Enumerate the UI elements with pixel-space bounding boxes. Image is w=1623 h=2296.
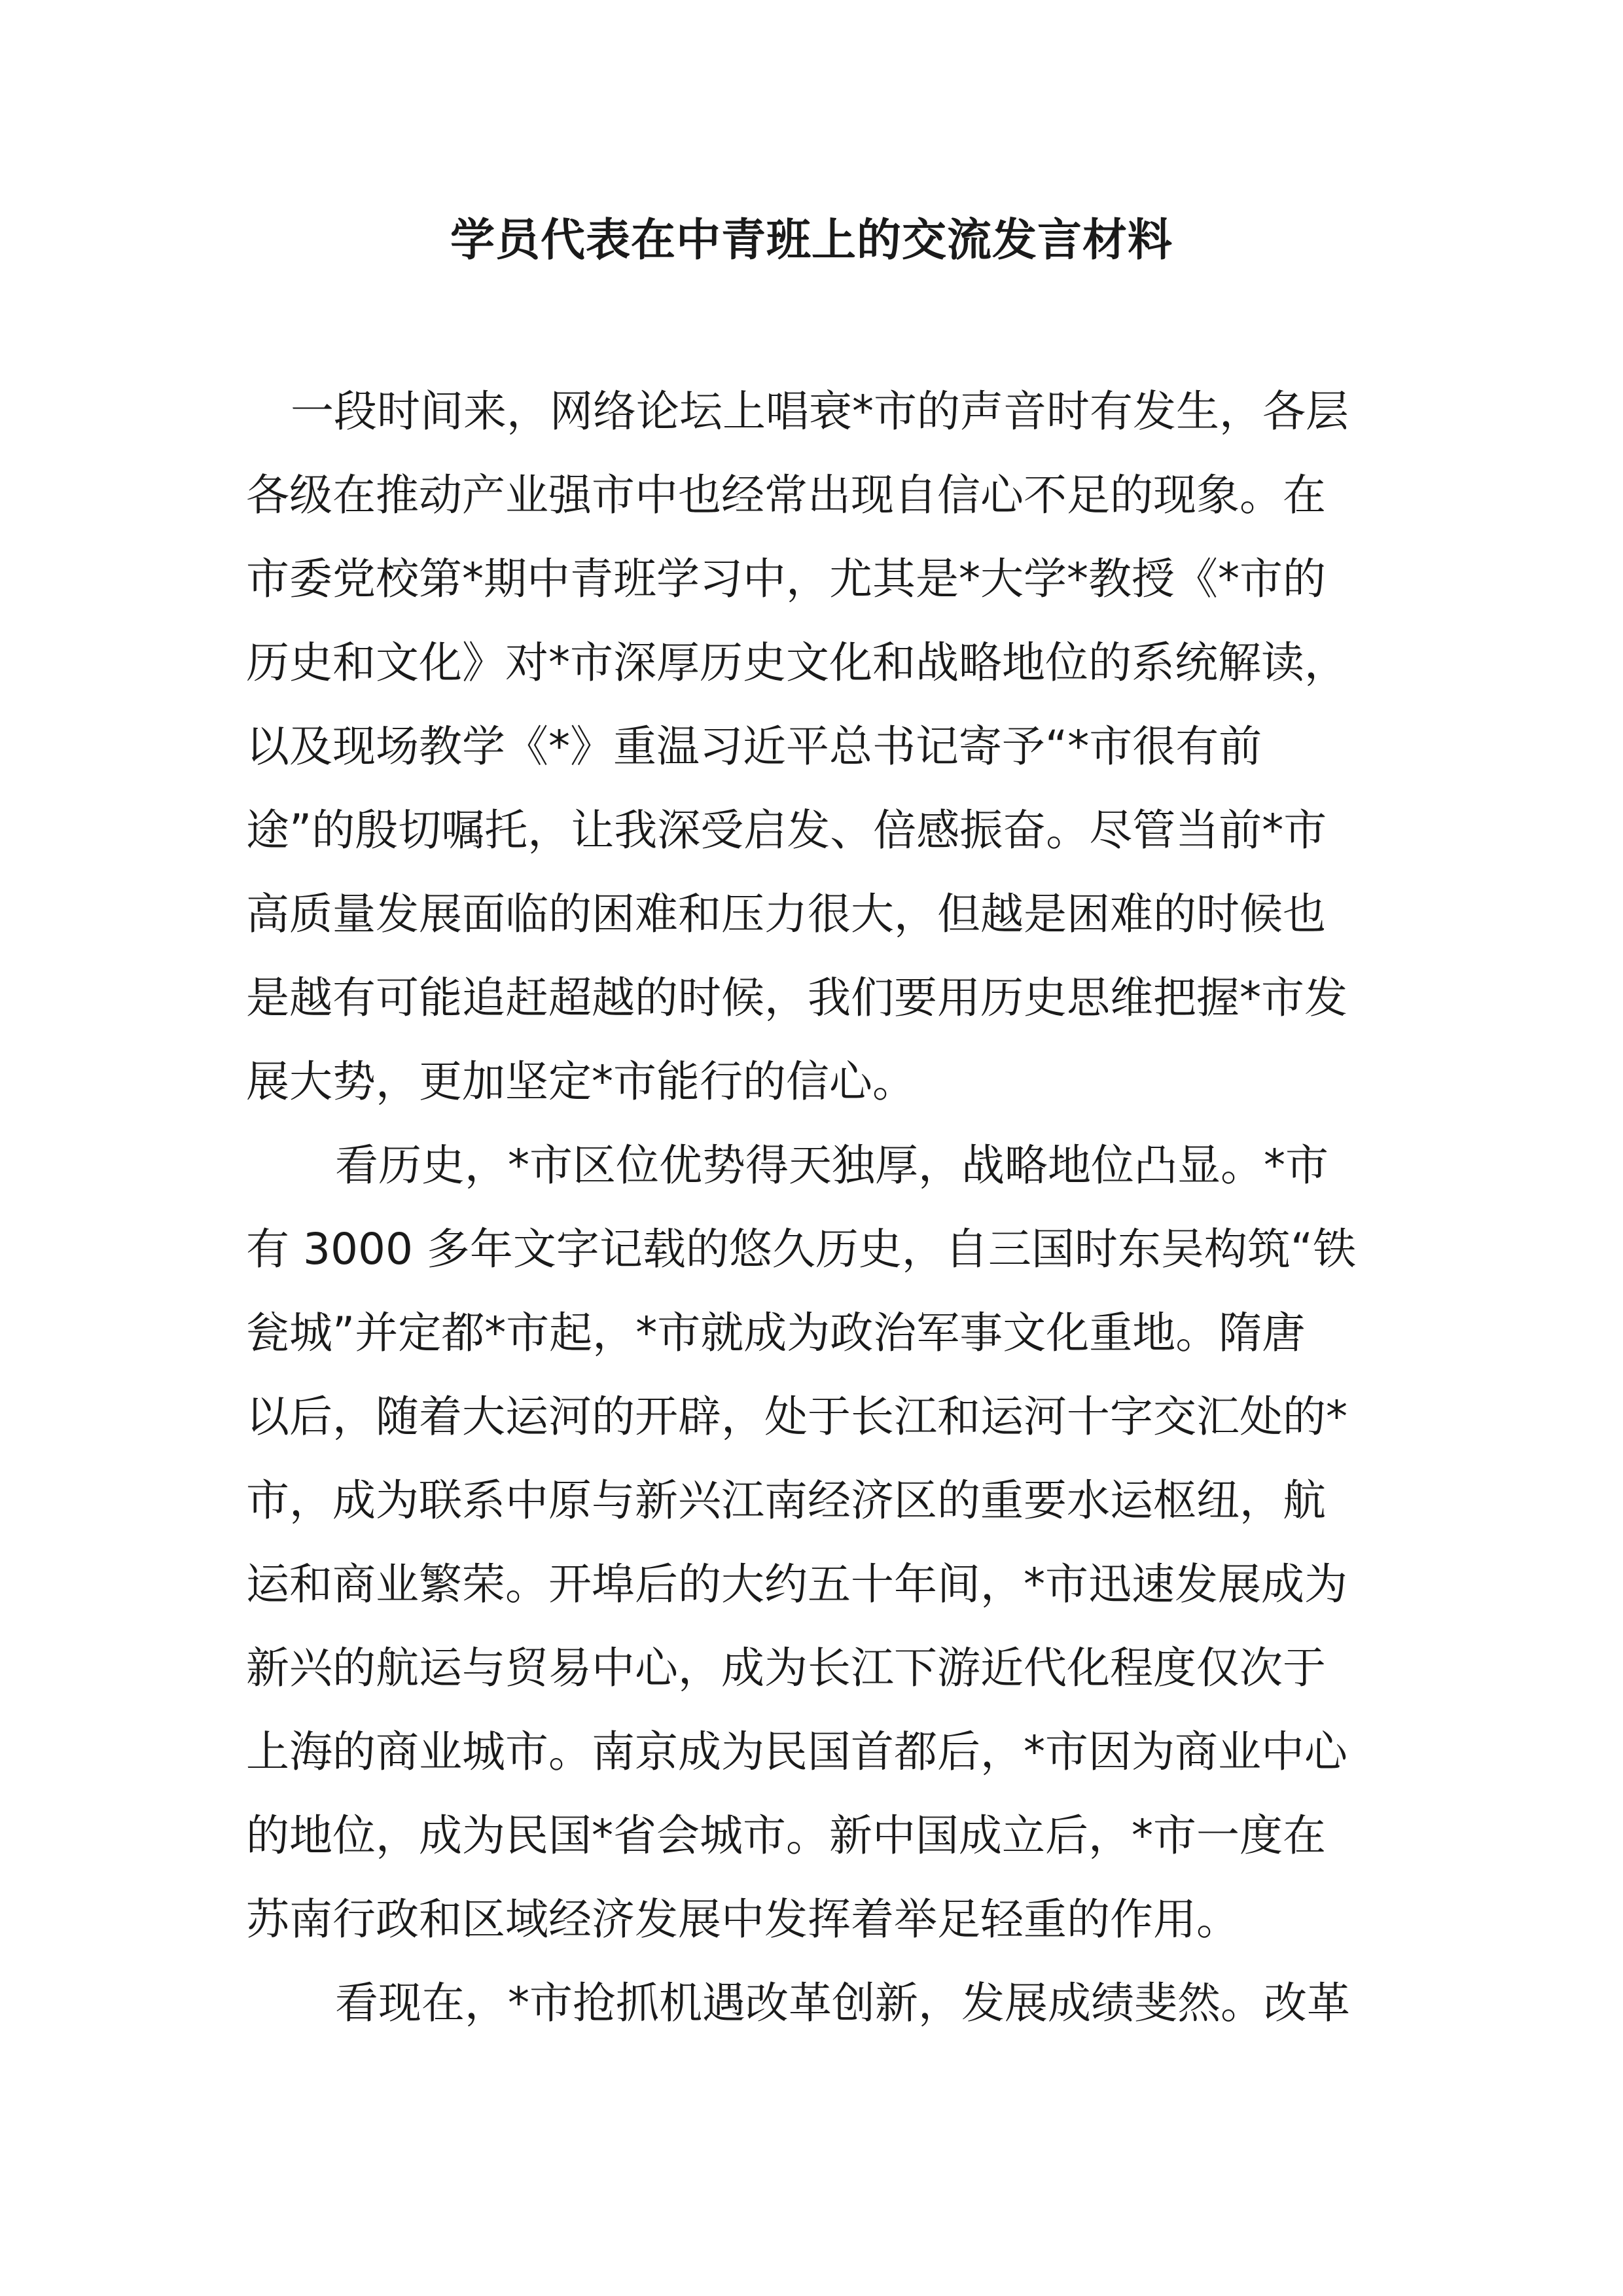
paragraph-line: 市委党校第*期中青班学习中，尤其是*大学*教授《*市的 [246,554,1326,604]
document-title: 学员代表在中青班上的交流发言材料 [450,215,1173,266]
paragraph-line: 新兴的航运与贸易中心，成为长江下游近代化程度仅次于 [246,1643,1326,1693]
paragraph-line: 历史和文化》对*市深厚历史文化和战略地位的系统解读， [246,637,1347,688]
paragraph-line: 苏南行政和区域经济发展中发挥着举足轻重的作用。 [246,1894,1240,1945]
paragraph-line: 展大势，更加坚定*市能行的信心。 [246,1056,916,1107]
paragraph-line: 上海的商业城市。南京成为民国首都后，*市因为商业中心 [246,1727,1347,1777]
paragraph-line: 看历史，*市区位优势得天独厚，战略地位凸显。*市 [335,1140,1329,1191]
paragraph-line: 是越有可能追赶超越的时候，我们要用历史思维把握*市发 [246,973,1347,1023]
paragraph-line: 途”的殷切嘱托，让我深受启发、倍感振奋。尽管当前*市 [246,805,1327,855]
paragraph-line: 运和商业繁荣。开埠后的大约五十年间，*市迅速发展成为 [246,1559,1347,1609]
paragraph-line: 高质量发展面临的困难和压力很大，但越是困难的时候也 [246,889,1326,939]
paragraph-line: 一段时间来，网络论坛上唱衰*市的声音时有发生，各层 [291,386,1349,437]
paragraph-line: 有 3000 多年文字记载的悠久历史，自三国时东吴构筑“铁 [246,1224,1357,1274]
paragraph-line: 瓮城”并定都*市起，*市就成为政治军事文化重地。隋唐 [246,1308,1306,1358]
paragraph-line: 各级在推动产业强市中也经常出现自信心不足的现象。在 [246,470,1326,520]
paragraph-line: 市，成为联系中原与新兴江南经济区的重要水运枢纽，航 [246,1475,1326,1526]
paragraph-line: 以及现场教学《*》重温习近平总书记寄予“*市很有前 [246,721,1262,772]
document-body [246,370,1385,2045]
paragraph-line: 的地位，成为民国*省会城市。新中国成立后，*市一度在 [246,1810,1326,1861]
paragraph-line: 以后，随着大运河的开辟，处于长江和运河十字交汇处的* [246,1391,1347,1442]
paragraph-line: 看现在，*市抢抓机遇改革创新，发展成绩斐然。改革 [335,1978,1350,2028]
